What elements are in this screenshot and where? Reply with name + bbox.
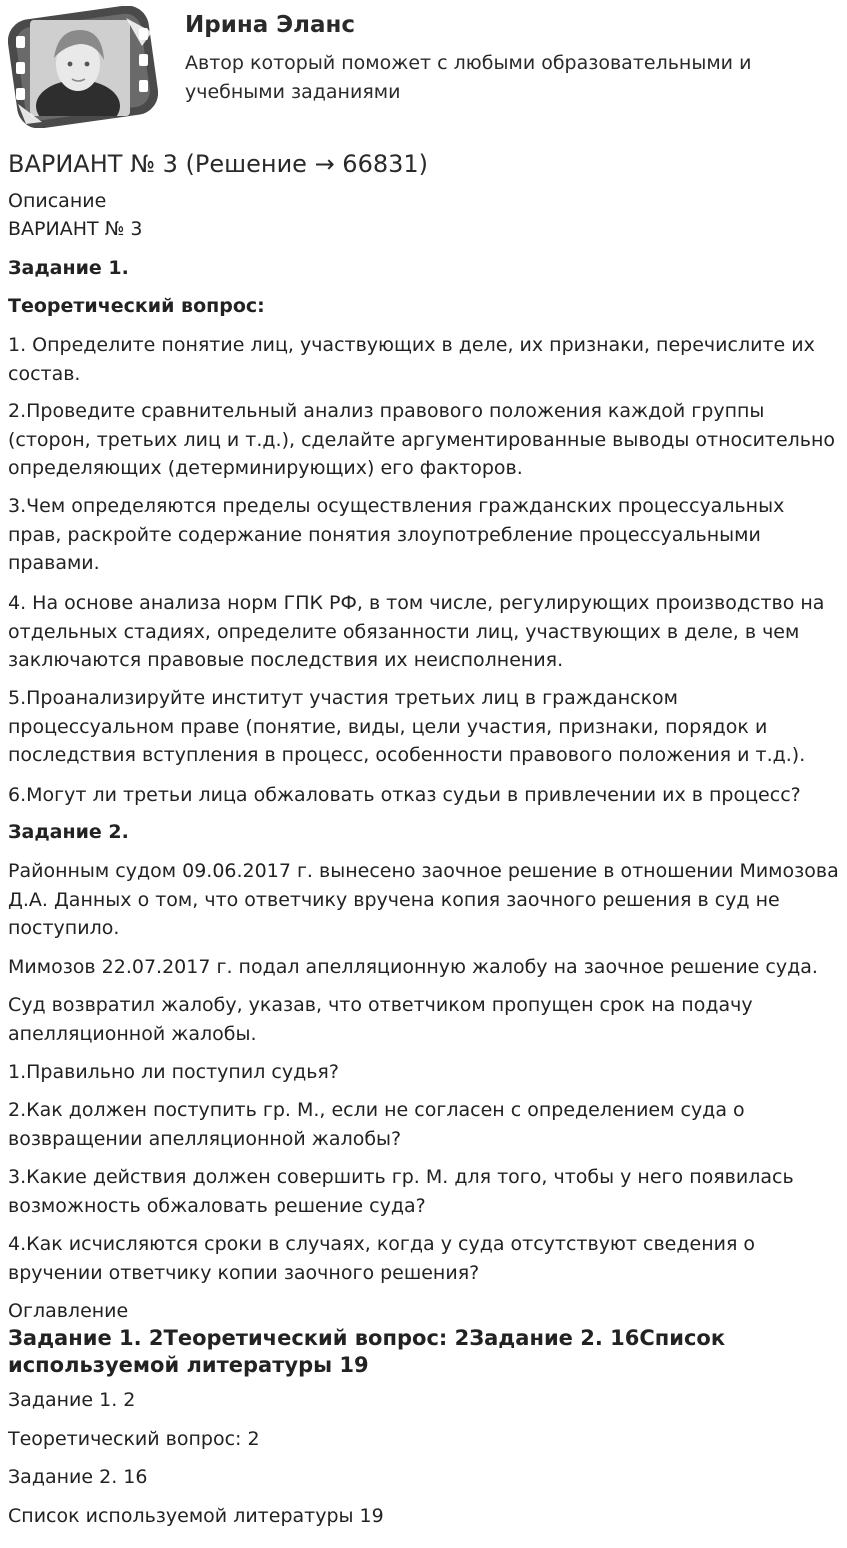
- task1-heading: Задание 1.: [8, 257, 129, 279]
- task2-question-3: 3.Какие действия должен совершить гр. М. для того, чтобы у него появилась возможность обжаловать решение суда?: [8, 1166, 794, 1217]
- task2-question-2: 2.Как должен поступить гр. М., если не согласен с определением суда о возвращении апелляционной жалобы?: [8, 1099, 745, 1150]
- page-title: ВАРИАНТ № 3 (Решение → 66831): [8, 150, 429, 178]
- task1-question-3: 3.Чем определяются пределы осуществления гражданских процессуальных прав, раскройте содержание понятия злоупотребление процессуальными правами.: [8, 495, 785, 574]
- toc-summary-line: Задание 1. 2Теоретический вопрос: 2Задание 2. 16Список используемой литературы 19: [8, 1326, 726, 1377]
- toc-item-task2[interactable]: Задание 2. 16: [8, 1466, 148, 1488]
- description-label: Описание: [8, 190, 107, 212]
- task1-question-2: 2.Проведите сравнительный анализ правового положения каждой группы (сторон, третьих лиц и т.д.), сделайте аргументированные выводы относительно определяющих (детерминирующих) его факторов.: [8, 400, 836, 479]
- toc-item-task1[interactable]: Задание 1. 2: [8, 1389, 136, 1411]
- author-avatar[interactable]: [8, 6, 158, 128]
- task2-paragraph-2: Мимозов 22.07.2017 г. подал апелляционную жалобу на заочное решение суда.: [8, 956, 818, 978]
- task1-question-5: 5.Проанализируйте институт участия третьих лиц в гражданском процессуальном праве (понятие, виды, цели участия, признаки, порядок и последствия вступления в процесс, особенности правового положения и т.д.).: [8, 687, 806, 766]
- task2-heading: Задание 2.: [8, 821, 129, 843]
- toc-item-literature[interactable]: Список используемой литературы 19: [8, 1505, 384, 1527]
- toc-label: Оглавление: [8, 1300, 129, 1322]
- variant-label: ВАРИАНТ № 3: [8, 218, 143, 240]
- author-card: [8, 0, 843, 135]
- task2-paragraph-1: Районным судом 09.06.2017 г. вынесено заочное решение в отношении Мимозова Д.А. Данных о том, что ответчику вручена копия заочного решения в суд не поступило.: [8, 860, 839, 939]
- task1-question-6: 6.Могут ли третьи лица обжаловать отказ судьи в привлечении их в процесс?: [8, 784, 801, 806]
- task1-question-4: 4. На основе анализа норм ГПК РФ, в том числе, регулирующих производство на отдельных стадиях, определите обязанности лиц, участвующих в деле, в чем заключаются правовые последствия их неисполнения.: [8, 592, 825, 671]
- task2-question-1: 1.Правильно ли поступил судья?: [8, 1061, 339, 1083]
- task2-question-4: 4.Как исчисляются сроки в случаях, когда у суда отсутствуют сведения о вручении ответчику копии заочного решения?: [8, 1233, 756, 1284]
- toc-item-theory-question[interactable]: Теоретический вопрос: 2: [8, 1428, 260, 1450]
- task2-paragraph-3: Суд возвратил жалобу, указав, что ответчиком пропущен срок на подачу апелляционной жалобы.: [8, 994, 753, 1045]
- task1-question-1: 1. Определите понятие лиц, участвующих в деле, их признаки, перечислите их состав.: [8, 334, 815, 385]
- author-description: Автор который поможет с любыми образовательными и учебными заданиями: [185, 52, 752, 103]
- author-name[interactable]: Ирина Эланс: [185, 12, 356, 38]
- task1-subheading: Теоретический вопрос:: [8, 295, 265, 317]
